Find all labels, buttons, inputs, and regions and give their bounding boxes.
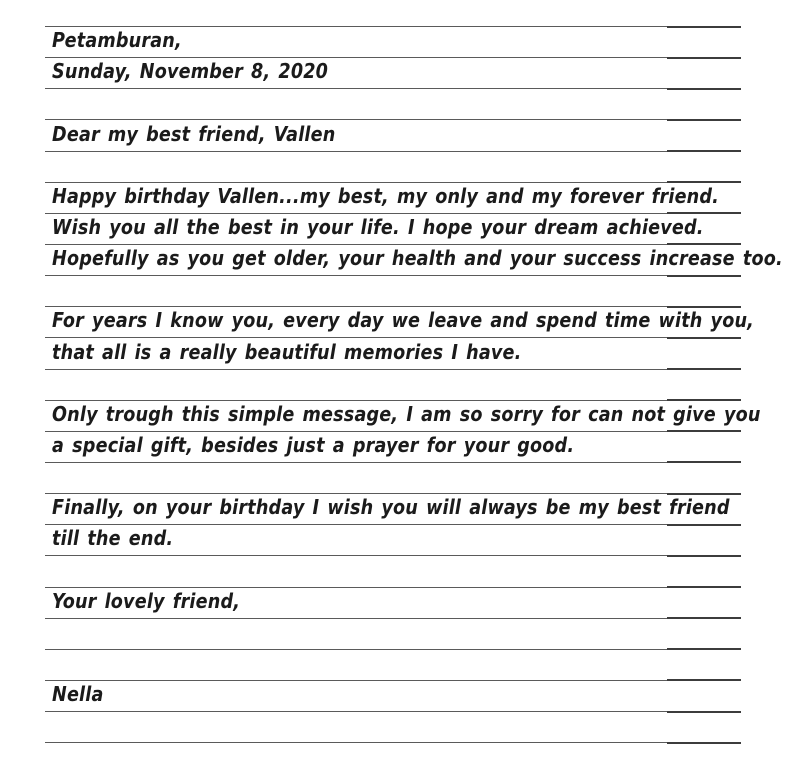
letter-line-body	[45, 214, 741, 245]
letter-line-body	[45, 183, 741, 214]
blank-line	[45, 650, 741, 681]
line-text: Nella	[52, 682, 104, 707]
line-text: till the end.	[52, 526, 174, 551]
letter-lines-container	[45, 27, 783, 743]
line-text: Finally, on your birthday I wish you will always be my best friend	[52, 495, 730, 520]
letter-line-signature	[45, 681, 741, 712]
line-text	[45, 675, 52, 680]
blank-line	[45, 463, 741, 494]
line-text	[45, 114, 52, 119]
blank-line	[45, 556, 741, 587]
line-text	[45, 644, 52, 649]
line-text	[45, 177, 52, 182]
letter-line-date	[45, 58, 741, 89]
line-text	[45, 395, 52, 400]
blank-line	[45, 152, 741, 183]
line-text: Sunday, November 8, 2020	[52, 59, 329, 84]
letter-line-closing	[45, 588, 741, 619]
letter-line-body	[45, 307, 755, 338]
line-text	[45, 301, 52, 306]
line-text	[45, 488, 52, 493]
line-text: Hopefully as you get older, your health and your success increase too.	[52, 246, 783, 271]
line-text: Dear my best friend, Vallen	[52, 121, 336, 146]
blank-line	[45, 276, 741, 307]
blank-line	[45, 370, 741, 401]
line-text: Your lovely friend,	[52, 588, 241, 613]
line-text	[45, 737, 52, 742]
line-text: Wish you all the best in your life. I hope your dream achieved.	[52, 214, 704, 239]
line-text: a special gift, besides just a prayer for your good.	[52, 432, 575, 457]
letter-line-salutation	[45, 120, 741, 151]
letter-line-body	[45, 338, 741, 369]
blank-line	[45, 619, 741, 650]
line-text: Only trough this simple message, I am so sorry for can not give you	[52, 401, 761, 426]
letter-line-place	[45, 27, 741, 58]
letter-line-body	[45, 401, 761, 432]
blank-line	[45, 712, 741, 743]
letter-line-body	[45, 525, 741, 556]
blank-line	[45, 89, 741, 120]
line-text: that all is a really beautiful memories I have.	[52, 339, 522, 364]
line-text: Petamburan,	[52, 28, 182, 53]
letter-line-body	[45, 245, 783, 276]
letter-line-body	[45, 432, 741, 463]
letter-line-body	[45, 494, 741, 525]
line-text	[45, 582, 52, 587]
line-text: Happy birthday Vallen...my best, my only and my forever friend.	[52, 183, 720, 208]
line-text: For years I know you, every day we leave and spend time with you,	[52, 308, 755, 333]
